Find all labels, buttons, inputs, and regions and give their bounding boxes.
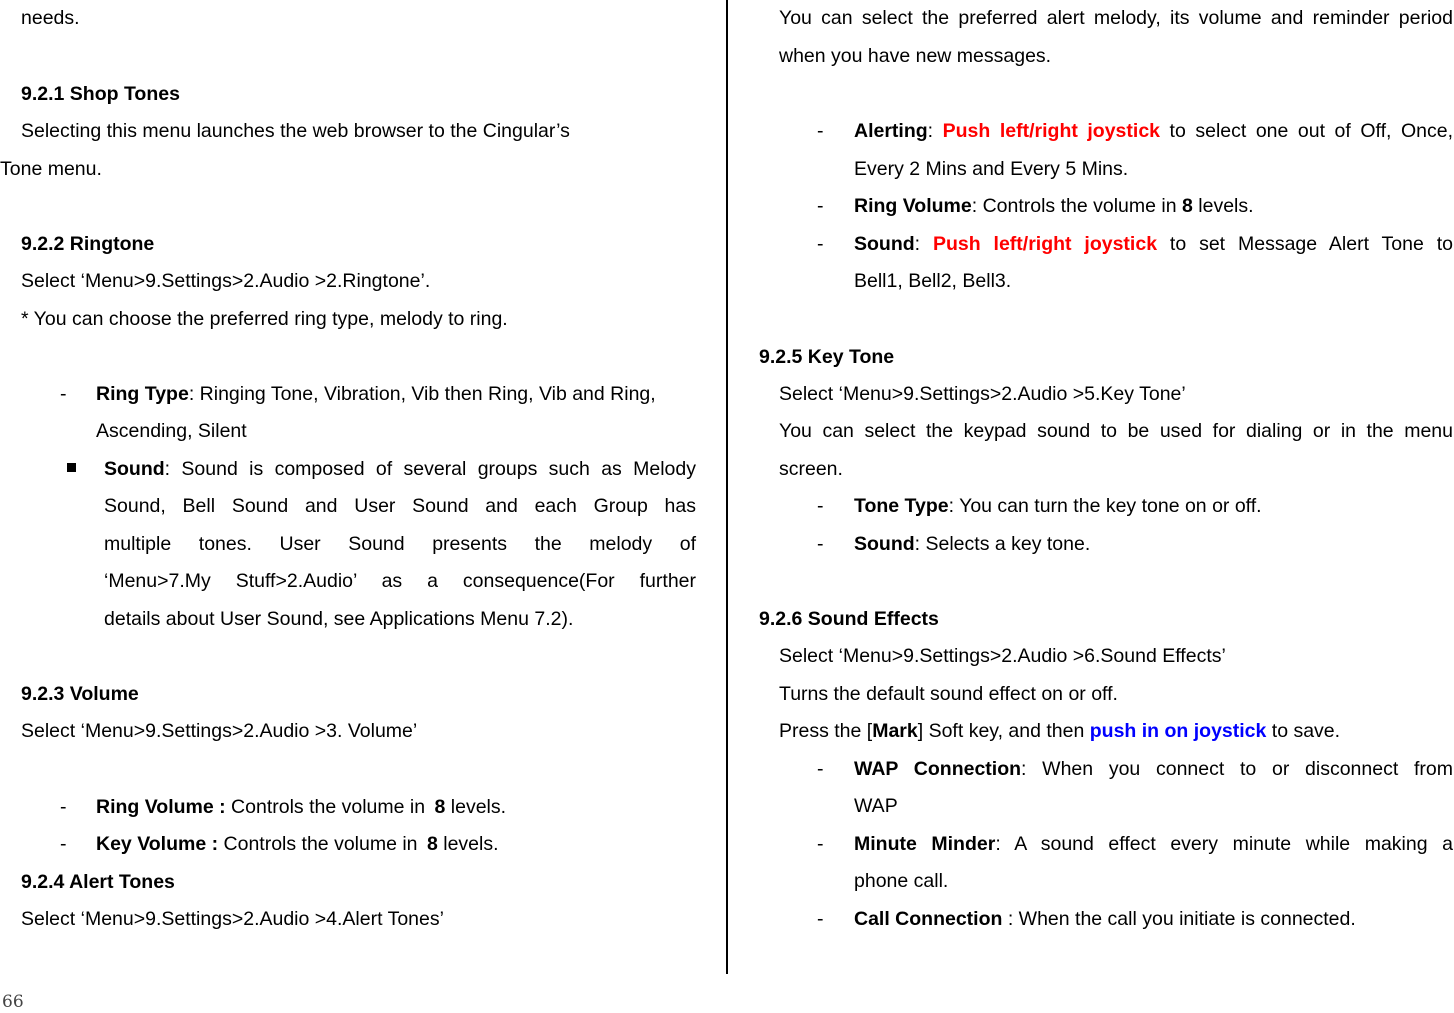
item-text: ] Soft key, and then <box>917 720 1090 742</box>
paragraph-line: Select ‘Menu>9.Settings>2.Audio >6.Sound Effects’ <box>779 645 1226 667</box>
alerting-item <box>854 119 1453 143</box>
item-text-continued: WAP <box>854 795 898 817</box>
item-label: Tone Type <box>854 495 949 517</box>
item-text: : A sound effect every minute while making a <box>995 833 1453 855</box>
item-text: to save. <box>1266 720 1341 742</box>
bullet-dash: - <box>817 495 824 517</box>
key-sound-item <box>854 532 1090 556</box>
item-label: Key Volume : <box>96 833 219 855</box>
bullet-dash: - <box>817 758 824 780</box>
joystick-instruction: Push left/right joystick <box>942 120 1161 142</box>
paragraph-line: You can select the preferred alert melody, its volume and reminder period <box>779 7 1453 29</box>
paragraph-line: You can select the keypad sound to be used for dialing or in the menu <box>779 420 1453 442</box>
item-text: to set Message Alert Tone to <box>1157 233 1453 255</box>
sound-item-line: Sound, Bell Sound and User Sound and each Group has <box>104 495 696 517</box>
item-label: Minute Minder <box>854 833 996 855</box>
square-bullet-icon <box>67 463 76 472</box>
paragraph-line: Selecting this menu launches the web browser to the Cingular’s <box>21 120 570 142</box>
level-count: 8 <box>434 796 446 818</box>
tone-type-item <box>854 494 1262 518</box>
item-label: Alerting <box>854 120 928 142</box>
item-text: : Controls the volume in <box>971 195 1182 217</box>
item-text-continued: phone call. <box>854 870 949 892</box>
sound-item-line: details about User Sound, see Applications Menu 7.2). <box>104 608 574 630</box>
ring-volume-item <box>96 795 506 819</box>
ring-type-item <box>96 382 656 406</box>
item-text: : Sound is composed of several groups such as Melody <box>164 458 696 480</box>
item-text: Press the [ <box>779 720 873 742</box>
bullet-dash: - <box>817 833 824 855</box>
joystick-instruction: Push left/right joystick <box>932 233 1158 255</box>
bullet-dash: - <box>817 533 824 555</box>
bullet-dash: - <box>817 908 824 930</box>
item-label: Ring Type <box>96 383 189 405</box>
section-heading-ringtone: 9.2.2 Ringtone <box>21 233 155 255</box>
item-label: WAP Connection <box>854 758 1022 780</box>
item-text: : <box>914 233 921 255</box>
section-heading-key-tone: 9.2.5 Key Tone <box>759 346 895 368</box>
item-label: Call Connection <box>854 908 1003 930</box>
item-label: Sound <box>854 533 915 555</box>
bullet-dash: - <box>817 195 824 217</box>
item-text: : When you connect to or disconnect from <box>1021 758 1453 780</box>
item-text: : <box>927 120 934 142</box>
section-heading-volume: 9.2.3 Volume <box>21 683 139 705</box>
sound-item-line: multiple tones. User Sound presents the melody of <box>104 533 696 555</box>
text-line: needs. <box>21 7 80 29</box>
bullet-dash: - <box>60 383 67 405</box>
item-text-continued: Every 2 Mins and Every 5 Mins. <box>854 158 1129 180</box>
paragraph-line: when you have new messages. <box>779 45 1052 67</box>
item-text: : Selects a key tone. <box>914 533 1091 555</box>
sound-item-line <box>104 457 696 481</box>
bullet-dash: - <box>60 833 67 855</box>
bullet-dash: - <box>60 796 67 818</box>
paragraph-line: Select ‘Menu>9.Settings>2.Audio >2.Ringtone’. <box>21 270 431 292</box>
ring-volume-item <box>854 194 1254 218</box>
item-text: levels. <box>1192 195 1254 217</box>
paragraph-line: screen. <box>779 458 843 480</box>
bullet-dash: - <box>817 233 824 255</box>
item-label: Sound <box>854 233 915 255</box>
minute-minder-item <box>854 832 1453 856</box>
call-connection-item <box>854 907 1356 931</box>
item-text: to select one out of Off, Once, <box>1160 120 1453 142</box>
section-heading-alert-tones: 9.2.4 Alert Tones <box>21 871 175 893</box>
section-heading-shop-tones: 9.2.1 Shop Tones <box>21 83 180 105</box>
sound-item <box>854 232 1453 256</box>
item-text: Controls the volume in <box>218 833 423 855</box>
wap-connection-item <box>854 757 1453 781</box>
paragraph-line <box>779 719 1340 743</box>
item-text: : Ringing Tone, Vibration, Vib then Ring, Vib and Ring, <box>188 383 656 405</box>
column-divider <box>726 0 728 974</box>
paragraph-line: Select ‘Menu>9.Settings>2.Audio >5.Key Tone’ <box>779 383 1186 405</box>
joystick-instruction: push in on joystick <box>1089 720 1267 742</box>
level-count: 8 <box>426 833 438 855</box>
key-volume-item <box>96 832 499 856</box>
item-label: Sound <box>104 458 165 480</box>
item-text-continued: Ascending, Silent <box>96 420 247 442</box>
item-label: Ring Volume : <box>96 796 226 818</box>
section-heading-sound-effects: 9.2.6 Sound Effects <box>759 608 939 630</box>
bullet-dash: - <box>817 120 824 142</box>
item-text: : You can turn the key tone on or off. <box>948 495 1262 517</box>
item-text: Controls the volume in <box>225 796 431 818</box>
paragraph-line: Tone menu. <box>0 158 102 180</box>
paragraph-line: * You can choose the preferred ring type, melody to ring. <box>21 308 508 330</box>
level-count: 8 <box>1182 195 1193 217</box>
paragraph-line: Select ‘Menu>9.Settings>2.Audio >3. Volume’ <box>21 720 418 742</box>
sound-item-line: ‘Menu>7.My Stuff>2.Audio’ as a consequence(For further <box>104 570 696 592</box>
page-number: 66 <box>2 992 24 1012</box>
item-text: levels. <box>445 796 507 818</box>
paragraph-line: Select ‘Menu>9.Settings>2.Audio >4.Alert Tones’ <box>21 908 444 930</box>
paragraph-line: Turns the default sound effect on or off. <box>779 683 1118 705</box>
item-text-continued: Bell1, Bell2, Bell3. <box>854 270 1012 292</box>
mark-key: Mark <box>872 720 918 742</box>
item-label: Ring Volume <box>854 195 972 217</box>
item-text: : When the call you initiate is connected. <box>1002 908 1356 930</box>
item-text: levels. <box>437 833 499 855</box>
